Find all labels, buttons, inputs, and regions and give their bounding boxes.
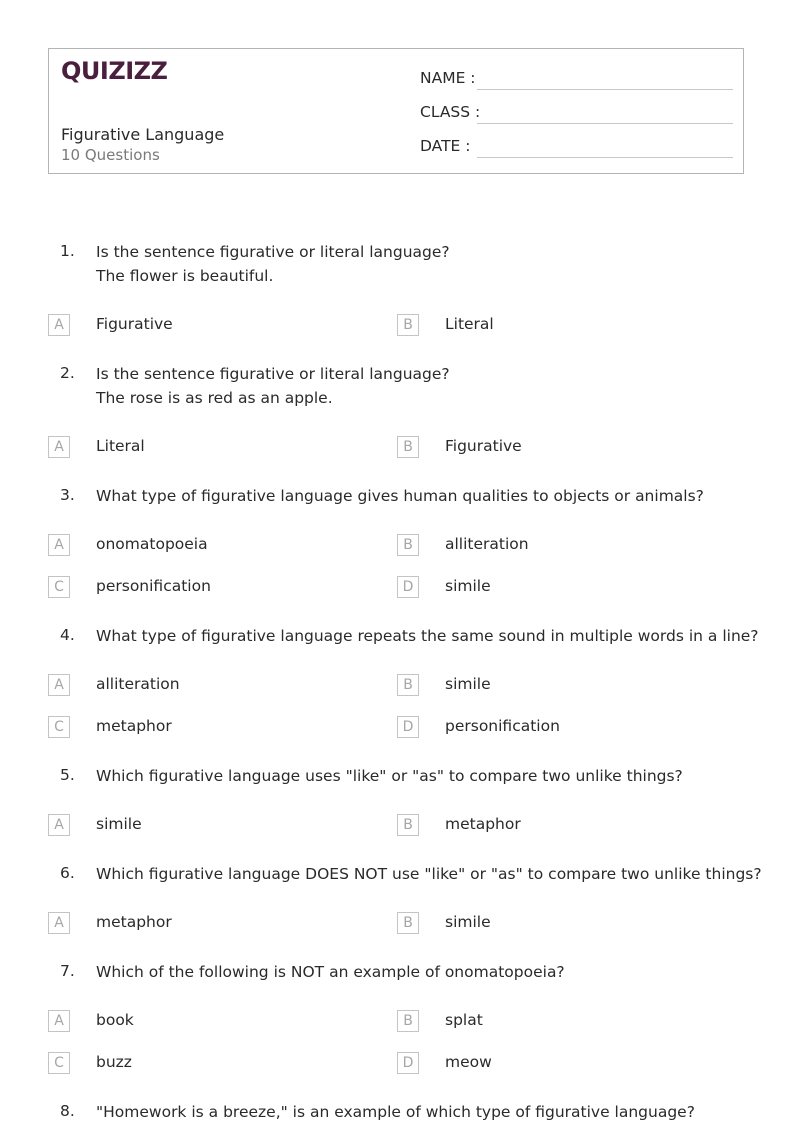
option-text: metaphor — [96, 913, 172, 931]
question-text: Is the sentence figurative or literal language? — [96, 365, 450, 383]
option-text: onomatopoeia — [96, 535, 208, 553]
question-number: 2. — [60, 364, 75, 382]
option-text: alliteration — [96, 675, 180, 693]
class-line — [477, 123, 733, 124]
date-line — [477, 157, 733, 158]
question-text: Which of the following is NOT an example of onomatopoeia? — [96, 963, 565, 981]
question-text: What type of figurative language repeats the same sound in multiple words in a line? — [96, 627, 759, 645]
option-box-d[interactable]: D — [397, 1052, 419, 1074]
worksheet-title: Figurative Language — [61, 125, 225, 144]
question-subtext: The flower is beautiful. — [96, 267, 274, 285]
option-text: book — [96, 1011, 134, 1029]
option-text: simile — [96, 815, 142, 833]
option-text: simile — [445, 675, 491, 693]
option-text: metaphor — [445, 815, 521, 833]
question-number: 8. — [60, 1102, 75, 1120]
option-box-a[interactable]: A — [48, 534, 70, 556]
option-text: Literal — [96, 437, 145, 455]
question-text: What type of figurative language gives human qualities to objects or animals? — [96, 487, 704, 505]
option-text: meow — [445, 1053, 492, 1071]
option-text: splat — [445, 1011, 483, 1029]
question-subtext: The rose is as red as an apple. — [96, 389, 333, 407]
question-number: 6. — [60, 864, 75, 882]
option-text: simile — [445, 913, 491, 931]
class-label: CLASS : — [420, 103, 481, 121]
option-box-c[interactable]: C — [48, 716, 70, 738]
option-box-b[interactable]: B — [397, 534, 419, 556]
question-text: Is the sentence figurative or literal language? — [96, 243, 450, 261]
option-box-a[interactable]: A — [48, 314, 70, 336]
option-text: personification — [445, 717, 560, 735]
date-label: DATE : — [420, 137, 471, 155]
question-number: 4. — [60, 626, 75, 644]
question-text: "Homework is a breeze," is an example of which type of figurative language? — [96, 1103, 695, 1121]
option-box-d[interactable]: D — [397, 576, 419, 598]
question-count: 10 Questions — [61, 146, 160, 164]
option-box-b[interactable]: B — [397, 912, 419, 934]
question-number: 7. — [60, 962, 75, 980]
option-box-a[interactable]: A — [48, 674, 70, 696]
option-box-b[interactable]: B — [397, 674, 419, 696]
question-number: 5. — [60, 766, 75, 784]
option-box-a[interactable]: A — [48, 436, 70, 458]
option-box-b[interactable]: B — [397, 436, 419, 458]
name-label: NAME : — [420, 69, 476, 87]
option-text: Figurative — [445, 437, 522, 455]
option-text: alliteration — [445, 535, 529, 553]
option-text: personification — [96, 577, 211, 595]
option-text: metaphor — [96, 717, 172, 735]
option-box-c[interactable]: C — [48, 576, 70, 598]
option-box-b[interactable]: B — [397, 814, 419, 836]
question-text: Which figurative language uses "like" or "as" to compare two unlike things? — [96, 767, 683, 785]
option-text: Literal — [445, 315, 494, 333]
option-box-c[interactable]: C — [48, 1052, 70, 1074]
option-text: simile — [445, 577, 491, 595]
option-box-b[interactable]: B — [397, 1010, 419, 1032]
quizizz-logo: QUIZIZZ — [61, 57, 168, 85]
name-line — [477, 89, 733, 90]
option-box-a[interactable]: A — [48, 912, 70, 934]
option-box-a[interactable]: A — [48, 1010, 70, 1032]
question-number: 1. — [60, 242, 75, 260]
option-box-b[interactable]: B — [397, 314, 419, 336]
option-text: buzz — [96, 1053, 132, 1071]
option-box-d[interactable]: D — [397, 716, 419, 738]
question-number: 3. — [60, 486, 75, 504]
option-box-a[interactable]: A — [48, 814, 70, 836]
option-text: Figurative — [96, 315, 173, 333]
question-text: Which figurative language DOES NOT use "like" or "as" to compare two unlike things? — [96, 865, 762, 883]
worksheet-header — [48, 48, 744, 174]
